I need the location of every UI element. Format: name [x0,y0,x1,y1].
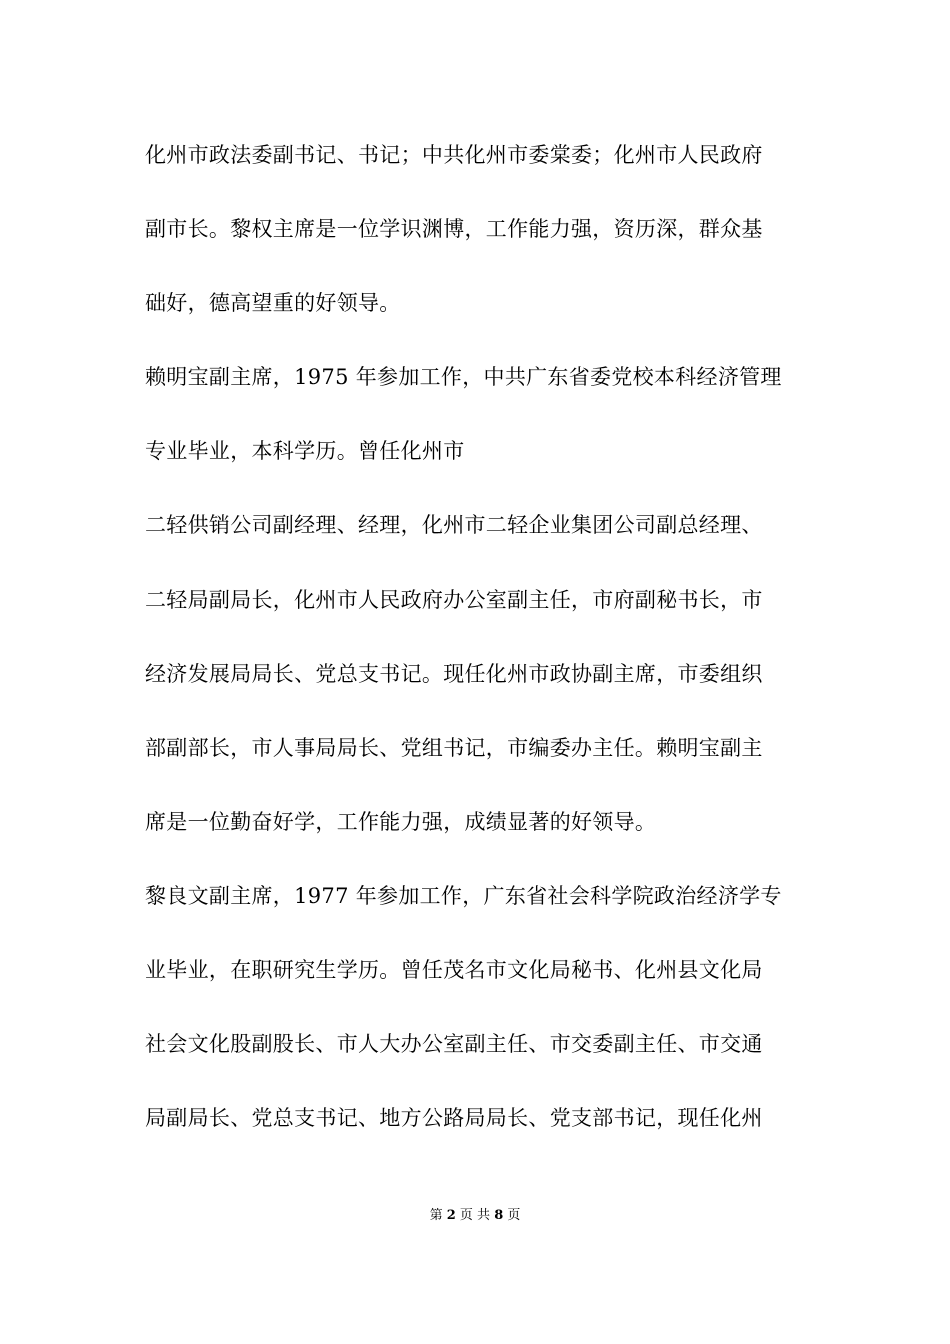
page-footer [0,1206,950,1226]
text-line-5: 专业毕业，本科学历。曾任化州市 [145,439,465,463]
text-line-13: 社会文化股副股长、市人大办公室副主任、市交委副主任、市交通 [145,1032,763,1056]
footer-suffix: 页 [507,1208,521,1223]
text-line-2: 副市长。黎权主席是一位学识渊博，工作能力强，资历深，群众基 [145,217,763,241]
text-line-12: 业毕业，在职研究生学历。曾任茂名市文化局秘书、化州县文化局 [145,958,763,982]
text-line-4: 赖明宝副主席，1975 年参加工作，中共广东省委党校本科经济管理 [145,365,782,389]
footer-total-pages: 8 [494,1208,504,1223]
text-line-1: 化州市政法委副书记、书记；中共化州市委棠委；化州市人民政府 [145,143,763,167]
text-line-9: 部副部长，市人事局局长、党组书记，市编委办主任。赖明宝副主 [145,736,763,760]
text-line-8: 经济发展局局长、党总支书记。现任化州市政协副主席，市委组织 [145,662,763,686]
text-line-14: 局副局长、党总支书记、地方公路局局长、党支部书记，现任化州 [145,1106,763,1130]
text-line-3: 础好，德高望重的好领导。 [145,291,401,315]
footer-middle: 页 共 [459,1208,491,1223]
text-line-7: 二轻局副局长，化州市人民政府办公室副主任，市府副秘书长，市 [145,588,763,612]
text-line-6: 二轻供销公司副经理、经理，化州市二轻企业集团公司副总经理、 [145,513,763,537]
footer-prefix: 第 [429,1208,443,1223]
text-line-10: 席是一位勤奋好学，工作能力强，成绩显著的好领导。 [145,810,657,834]
footer-page-number: 2 [446,1208,456,1223]
text-line-11: 黎良文副主席，1977 年参加工作，广东省社会科学院政治经济学专 [145,884,782,908]
